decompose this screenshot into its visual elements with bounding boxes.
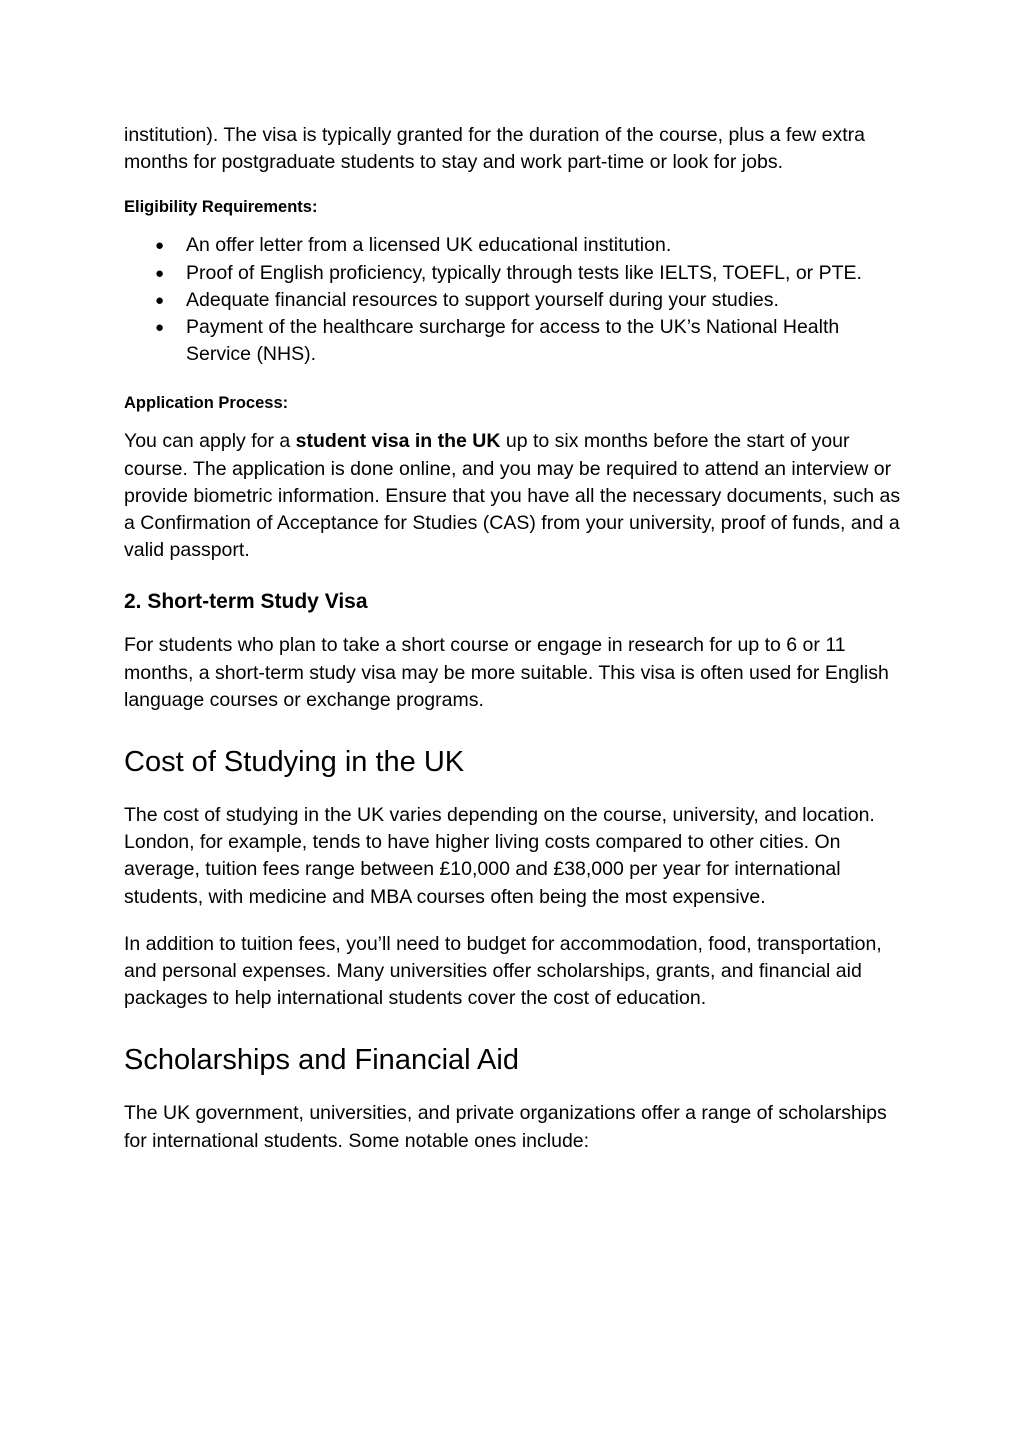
- eligibility-label: Eligibility Requirements:: [124, 198, 318, 217]
- intro-paragraph: institution). The visa is typically granted for the duration of the course, plus a few extra months for postgraduate students to stay and work part-time or look for jobs.: [124, 124, 866, 174]
- list-item: ● Adequate financial resources to support yourself during your studies.: [124, 287, 904, 314]
- bold-phrase: student visa in the UK: [295, 430, 501, 453]
- list-item: ● Payment of the healthcare surcharge for access to the UK’s National Health Service (NHS).: [155, 316, 840, 366]
- short-term-heading: 2. Short-term Study Visa: [124, 590, 368, 614]
- scholarships-paragraph: The UK government, universities, and private organizations offer a range of scholarships for international students. Some notable ones include:: [124, 1102, 887, 1152]
- bullet-icon: ●: [155, 319, 165, 337]
- application-label: Application Process:: [124, 394, 289, 413]
- list-item: ● An offer letter from a licensed UK educational institution.: [124, 232, 904, 259]
- scholarships-heading: Scholarships and Financial Aid: [124, 1044, 519, 1077]
- application-paragraph: You can apply for a student visa in the UK up to six months before the start of your course. The application is done online, and you may be required to attend an interview or provide biometric information. Ensure that you have all the necessary documents, such as a Confirmation of Acceptance for Studies (CAS) from your university, proof of funds, and a valid passport.: [124, 430, 901, 562]
- document-page: [124, 122, 904, 1155]
- cost-paragraph-2: In addition to tuition fees, you’ll need to budget for accommodation, food, transportation, and personal expenses. Many universities offer scholarships, grants, and financial aid packages to help international students cover the cost of education.: [124, 932, 882, 1010]
- cost-heading: Cost of Studying in the UK: [124, 746, 465, 779]
- bullet-icon: ●: [155, 291, 165, 309]
- bullet-icon: ●: [155, 264, 165, 282]
- bullet-icon: ●: [155, 237, 165, 255]
- short-term-paragraph: For students who plan to take a short course or engage in research for up to 6 or 11 months, a short-term study visa may be more suitable. This visa is often used for English language courses or exchange programs.: [124, 634, 889, 711]
- list-item: ● Proof of English proficiency, typically through tests like IELTS, TOEFL, or PTE.: [124, 260, 904, 287]
- cost-paragraph-1: The cost of studying in the UK varies depending on the course, university, and location. London, for example, tends to have higher living costs compared to other cities. On average, tuition fees range between £10,000 and £38,000 per year for international students, with medicine and MBA courses often being the most expensive.: [124, 804, 875, 908]
- eligibility-list: [124, 232, 904, 368]
